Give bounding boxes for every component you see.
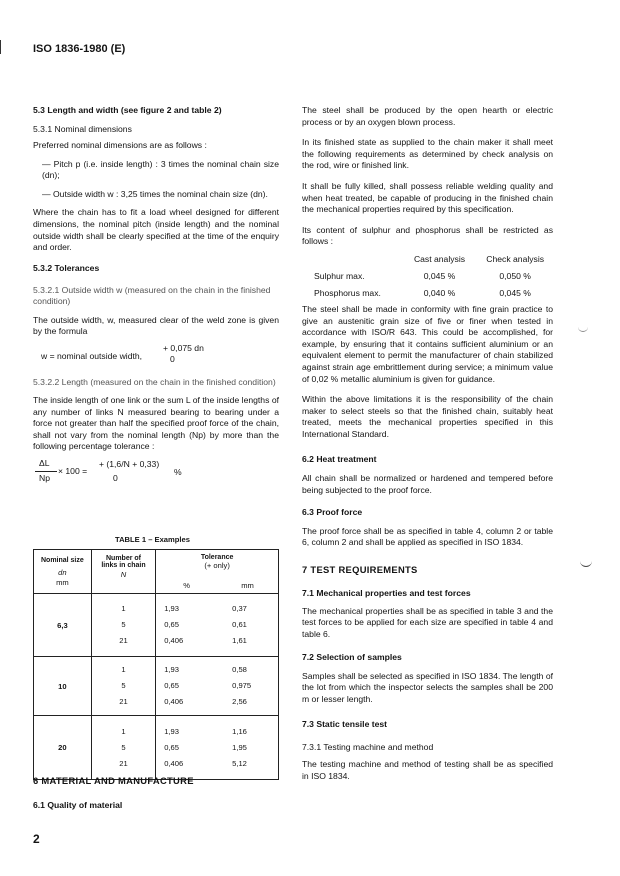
cell-size: 10 bbox=[34, 657, 92, 716]
heading-6-2: 6.2 Heat treatment bbox=[302, 454, 377, 465]
header-sub: (+ only) bbox=[204, 560, 230, 570]
cell-mm: 2,56 bbox=[232, 697, 247, 706]
cell-links: 1 bbox=[121, 665, 126, 674]
list-item: — Pitch p (i.e. inside length) : 3 times the nominal chain size (dn); bbox=[42, 158, 279, 181]
header-unit: mm bbox=[241, 580, 254, 590]
cell-mm: 0,37 bbox=[232, 604, 247, 613]
cell-links: 1 bbox=[121, 726, 126, 736]
header-label: Nominal size bbox=[40, 556, 84, 564]
paragraph: All chain shall be normalized or hardened and tempered before being subjected to the proof force. bbox=[302, 473, 553, 496]
heading-7-3: 7.3 Static tensile test bbox=[302, 719, 388, 730]
cell-percent: 0,406 bbox=[164, 758, 184, 768]
heading-7: 7 TEST REQUIREMENTS bbox=[302, 563, 418, 575]
formula-length-tolerance bbox=[33, 459, 279, 489]
paragraph: The inside length of one link or the sum L of the inside lengths of any number of links N measured bearing to bearing under a force not greater than half the specified proof force of the chain, shall not vary from the nominal length (Np) by more than the following percentage tolerance : bbox=[33, 394, 279, 452]
formula-upper-limit: + (1,6/N + 0,33) bbox=[99, 458, 160, 469]
cell-mm: 5,12 bbox=[232, 758, 247, 768]
paragraph: Samples shall be selected as specified in ISO 1834. The length of the lot from which the inspector selects the samples shall be 200 m or lesser length. bbox=[302, 670, 553, 704]
heading-6: 6 MATERIAL AND MANUFACTURE bbox=[33, 775, 194, 786]
header-symbol: N bbox=[120, 570, 127, 579]
fraction-numerator: ΔL bbox=[39, 457, 50, 468]
heading-6-1: 6.1 Quality of material bbox=[33, 800, 123, 810]
cell-links: 5 bbox=[121, 681, 126, 690]
table-row bbox=[314, 288, 553, 305]
paragraph: The outside width, w, measured clear of the weld zone is given by the formula bbox=[33, 314, 279, 337]
paragraph: The mechanical properties shall be as specified in table 3 and the test forces to be applied for each size are specified in table 4 and table 6. bbox=[302, 605, 553, 640]
table-row bbox=[34, 716, 279, 780]
table-row bbox=[34, 657, 279, 716]
header-label: Tolerance bbox=[200, 553, 234, 561]
cell-percent: 0,406 bbox=[164, 697, 184, 706]
paragraph: It shall be fully killed, shall possess reliable welding quality and when heat treated, be capable of producing in the finished chain the mechanical properties required by this specification. bbox=[302, 180, 553, 215]
cell-percent: 1,93 bbox=[164, 665, 179, 674]
cell-check: 0,050 % bbox=[499, 270, 531, 281]
header-symbol: dn bbox=[58, 567, 67, 577]
paragraph: Its content of sulphur and phosphorus shall be restricted as follows : bbox=[302, 224, 553, 247]
table-caption: TABLE 1 – Examples bbox=[115, 535, 190, 544]
cell-percent: 0,65 bbox=[164, 620, 179, 629]
header-check: Check analysis bbox=[486, 253, 545, 264]
cell-mm: 0,58 bbox=[232, 665, 247, 674]
cell-cast: 0,045 % bbox=[423, 270, 456, 281]
header-unit: mm bbox=[56, 577, 69, 587]
left-column bbox=[33, 105, 279, 489]
cell-check: 0,045 % bbox=[499, 287, 531, 298]
table-row bbox=[314, 271, 553, 288]
cell-links: 1 bbox=[121, 604, 126, 613]
heading-7-3-1: 7.3.1 Testing machine and method bbox=[302, 742, 434, 753]
paragraph: Preferred nominal dimensions are as follows : bbox=[33, 140, 207, 150]
header-label: Number of links in chain bbox=[101, 555, 146, 569]
cell-percent: 0,406 bbox=[164, 636, 184, 645]
cell-links: 5 bbox=[121, 620, 126, 629]
heading-5-3-2-2: 5.3.2.2 Length (measured on the chain in the finished condition) bbox=[33, 376, 276, 387]
cell-links: 21 bbox=[119, 636, 128, 645]
cell-mm: 1,95 bbox=[232, 742, 247, 752]
table-examples bbox=[33, 549, 279, 780]
header-cast: Cast analysis bbox=[413, 253, 466, 264]
formula-lower-limit: 0 bbox=[170, 353, 175, 364]
heading-5-3-1: 5.3.1 Nominal dimensions bbox=[33, 124, 132, 134]
heading-7-1: 7.1 Mechanical properties and test forces bbox=[302, 587, 471, 598]
cell-links: 5 bbox=[121, 742, 126, 752]
cell-cast: 0,040 % bbox=[423, 287, 456, 298]
formula-lhs: w = nominal outside width, bbox=[41, 350, 143, 361]
table-row bbox=[34, 594, 279, 657]
paragraph: Where the chain has to fit a load wheel designed for different dimensions, the nominal pitch (inside length) and the nominal outside width shall be clearly specified at the time of the enquiry and order. bbox=[33, 207, 279, 253]
heading-7-2: 7.2 Selection of samples bbox=[302, 651, 402, 662]
paragraph: The testing machine and method of testing shall be as specified in ISO 1834. bbox=[302, 759, 553, 781]
cell-mm: 1,61 bbox=[232, 636, 247, 645]
cell-percent: 1,93 bbox=[164, 726, 179, 736]
list-item: — Outside width w : 3,25 times the nominal chain size (dn). bbox=[42, 188, 268, 199]
formula-lower-limit: 0 bbox=[113, 472, 118, 483]
row-label: Sulphur max. bbox=[314, 270, 365, 281]
header-nominal-size bbox=[34, 550, 92, 594]
heading-5-3-2: 5.3.2 Tolerances bbox=[33, 262, 100, 273]
cell-mm: 0,61 bbox=[232, 620, 247, 629]
paragraph: The proof force shall be as specified in table 4, column 2 or table 6, column 2 and shall be applied as specified in ISO 1834. bbox=[302, 525, 553, 548]
formula-multiplier: × 100 = bbox=[58, 465, 88, 476]
cell-percent: 1,93 bbox=[164, 604, 179, 613]
formula-unit: % bbox=[174, 466, 182, 477]
paragraph: The steel shall be made in conformity with fine grain practice to give an austenitic grain size of five or finer when tested in accordance with ISO/R 643. This could be accomplished, for example, by ensuring that it contains sufficient aluminium or an equivalent element to permit the manufacturer of chain stabilized against strain age embrittlement during service; a minimum value of 0,02 % metallic aluminium is given for guidance. bbox=[302, 303, 553, 384]
cell-percent: 0,65 bbox=[164, 681, 179, 690]
heading-6-3: 6.3 Proof force bbox=[302, 506, 363, 517]
heading-5-3-2-1: 5.3.2.1 Outside width w (measured on the chain in the finished condition) bbox=[33, 284, 271, 306]
document-header: ISO 1836-1980 (E) bbox=[33, 43, 126, 55]
cell-mm: 0,975 bbox=[232, 681, 252, 690]
formula-outside-width bbox=[33, 343, 279, 369]
formula-upper-limit: + 0,075 dn bbox=[163, 342, 204, 353]
fraction-denominator: Np bbox=[39, 472, 50, 483]
header-number-of-links bbox=[91, 550, 155, 594]
header-tolerance bbox=[156, 550, 279, 594]
cell-percent: 0,65 bbox=[164, 742, 179, 752]
paragraph: The steel shall be produced by the open hearth or electric process or by an oxygen blown process. bbox=[302, 105, 553, 127]
heading-5-3: 5.3 Length and width (see figure 2 and table 2) bbox=[33, 105, 222, 115]
margin-mark bbox=[580, 560, 592, 567]
margin-mark bbox=[578, 326, 588, 332]
cell-links: 21 bbox=[119, 758, 128, 768]
cell-size: 6,3 bbox=[34, 594, 92, 657]
header-unit: % bbox=[183, 580, 191, 590]
right-column bbox=[302, 105, 553, 783]
paragraph: Within the above limitations it is the responsibility of the chain maker to select steels so that the finished chain, suitably heat treated, meets the mechanical properties specified in this International Standard. bbox=[302, 394, 553, 439]
row-label: Phosphorus max. bbox=[314, 287, 381, 298]
cell-mm: 1,16 bbox=[232, 726, 247, 736]
analysis-table bbox=[314, 254, 553, 305]
page-number: 2 bbox=[33, 832, 40, 846]
margin-mark bbox=[0, 40, 1, 54]
fraction-bar bbox=[35, 471, 57, 472]
cell-size: 20 bbox=[34, 716, 92, 780]
paragraph: In its finished state as supplied to the chain maker it shall meet the following requirements as determined by check analysis on the rod, wire or finished link. bbox=[302, 137, 553, 171]
cell-links: 21 bbox=[119, 697, 128, 706]
